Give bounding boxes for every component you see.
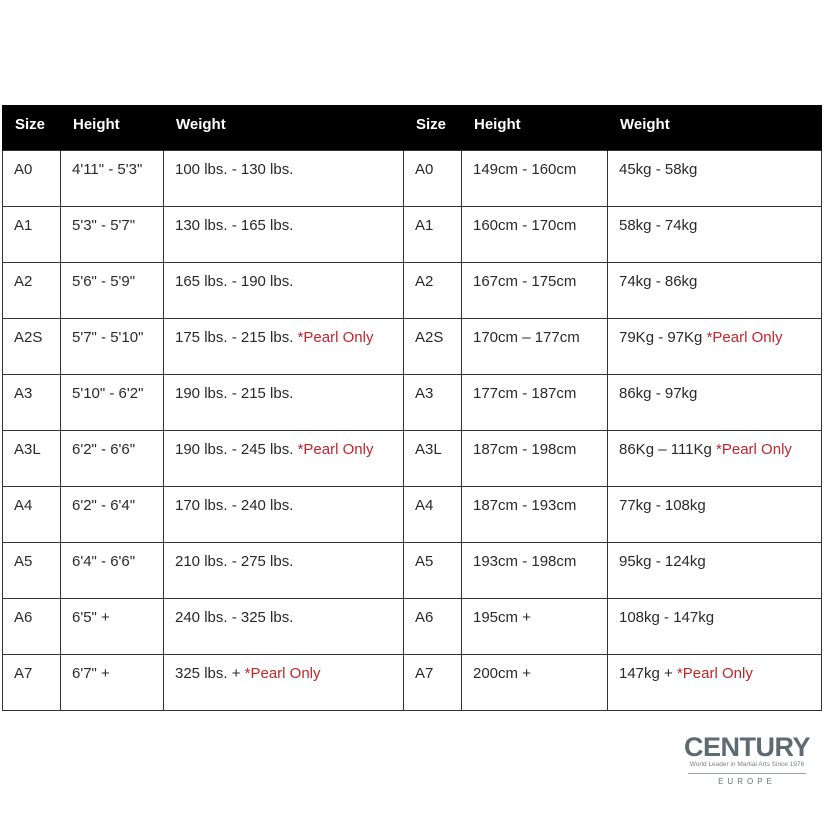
cell-size-metric — [404, 542, 462, 598]
cell-weight-metric — [608, 262, 822, 318]
cell-size-metric-value: A2 — [415, 272, 434, 290]
cell-weight-metric — [608, 598, 822, 654]
cell-weight-metric — [608, 486, 822, 542]
cell-size-value: A0 — [14, 160, 33, 178]
cell-size-metric-value: A5 — [415, 552, 434, 570]
cell-height-imperial-value: 4'11" - 5'3" — [72, 160, 143, 178]
table-row — [3, 150, 822, 206]
cell-weight-metric-value: 108kg - 147kg — [619, 608, 715, 626]
cell-weight-metric — [608, 318, 822, 374]
cell-height-imperial-value: 5'7" - 5'10" — [72, 328, 144, 346]
cell-size-metric — [404, 486, 462, 542]
cell-height-metric — [462, 598, 608, 654]
cell-height-imperial — [61, 318, 164, 374]
logo-divider — [688, 773, 806, 774]
cell-weight-imperial-value: 210 lbs. - 275 lbs. — [175, 552, 294, 570]
pearl-only-note: *Pearl Only — [706, 328, 783, 346]
cell-size-metric — [404, 318, 462, 374]
cell-height-metric-value: 187cm - 193cm — [473, 496, 577, 514]
cell-weight-imperial — [164, 654, 404, 710]
table-row — [3, 486, 822, 542]
cell-size-metric — [404, 262, 462, 318]
cell-size — [3, 486, 61, 542]
table-row — [3, 542, 822, 598]
cell-height-metric-value: 149cm - 160cm — [473, 160, 577, 178]
cell-size — [3, 318, 61, 374]
header-height-metric: Height — [462, 105, 608, 150]
cell-size — [3, 374, 61, 430]
cell-weight-imperial-value: 190 lbs. - 245 lbs. — [175, 440, 294, 458]
cell-weight-metric — [608, 150, 822, 206]
cell-weight-imperial — [164, 430, 404, 486]
cell-weight-metric-value: 86kg - 97kg — [619, 384, 698, 402]
header-row — [3, 105, 822, 150]
table-row — [3, 262, 822, 318]
cell-height-imperial-value: 5'3" - 5'7" — [72, 216, 136, 234]
logo-name: CENTURY — [683, 732, 810, 762]
cell-weight-metric-value: 58kg - 74kg — [619, 216, 698, 234]
header-weight: Weight — [164, 105, 404, 150]
cell-height-metric — [462, 374, 608, 430]
cell-height-metric — [462, 430, 608, 486]
pearl-only-note: *Pearl Only — [716, 440, 792, 458]
cell-weight-metric-value: 95kg - 124kg — [619, 552, 706, 570]
cell-weight-metric — [608, 542, 822, 598]
cell-height-imperial — [61, 206, 164, 262]
cell-size-metric — [404, 150, 462, 206]
cell-height-metric-value: 170cm – 177cm — [473, 328, 580, 346]
cell-size — [3, 598, 61, 654]
cell-weight-imperial-value: 240 lbs. - 325 lbs. — [175, 608, 294, 626]
cell-weight-imperial — [164, 486, 404, 542]
cell-size — [3, 262, 61, 318]
table-row — [3, 374, 822, 430]
cell-size-value: A6 — [14, 608, 33, 626]
cell-height-imperial — [61, 486, 164, 542]
table-row — [3, 598, 822, 654]
cell-weight-imperial-value: 325 lbs. + — [175, 664, 241, 682]
cell-weight-metric — [608, 430, 822, 486]
cell-size-value: A3L — [14, 440, 41, 458]
cell-size-metric-value: A7 — [415, 664, 434, 682]
header-height: Height — [61, 105, 164, 150]
cell-height-metric — [462, 654, 608, 710]
table-row — [3, 430, 822, 486]
cell-size-value: A1 — [14, 216, 33, 234]
cell-height-imperial — [61, 598, 164, 654]
century-logo — [680, 733, 814, 787]
cell-height-imperial-value: 6'2" - 6'6" — [72, 440, 136, 458]
cell-size-metric-value: A2S — [415, 328, 444, 346]
cell-weight-metric-value: 86Kg – 111Kg — [619, 440, 712, 458]
cell-size-metric-value: A6 — [415, 608, 434, 626]
pearl-only-note: *Pearl Only — [244, 664, 321, 682]
cell-height-metric-value: 195cm + — [473, 608, 531, 626]
cell-weight-metric-value: 79Kg - 97Kg — [619, 328, 703, 346]
cell-height-imperial — [61, 262, 164, 318]
cell-height-imperial-value: 6'4" - 6'6" — [72, 552, 136, 570]
cell-height-imperial — [61, 150, 164, 206]
cell-height-metric-value: 160cm - 170cm — [473, 216, 577, 234]
cell-weight-metric-value: 45kg - 58kg — [619, 160, 698, 178]
cell-height-metric-value: 200cm + — [473, 664, 531, 682]
cell-height-metric — [462, 486, 608, 542]
cell-height-metric-value: 193cm - 198cm — [473, 552, 577, 570]
cell-height-metric — [462, 262, 608, 318]
cell-height-imperial — [61, 430, 164, 486]
cell-size-value: A5 — [14, 552, 33, 570]
cell-height-imperial-value: 6'7" + — [72, 664, 110, 682]
cell-weight-imperial — [164, 598, 404, 654]
cell-size-value: A2 — [14, 272, 33, 290]
table-row — [3, 318, 822, 374]
cell-size-metric — [404, 374, 462, 430]
cell-weight-imperial-value: 175 lbs. - 215 lbs. — [175, 328, 294, 346]
logo-tagline: World Leader in Martial Arts Since 1976 — [689, 761, 805, 768]
cell-height-metric — [462, 318, 608, 374]
cell-weight-imperial-value: 100 lbs. - 130 lbs. — [175, 160, 294, 178]
cell-height-imperial-value: 6'5" + — [72, 608, 110, 626]
pearl-only-note: *Pearl Only — [297, 440, 374, 458]
cell-height-metric — [462, 542, 608, 598]
cell-weight-imperial — [164, 374, 404, 430]
cell-size-value: A7 — [14, 664, 33, 682]
cell-size-metric-value: A1 — [415, 216, 434, 234]
cell-height-imperial-value: 5'6" - 5'9" — [72, 272, 136, 290]
pearl-only-note: *Pearl Only — [676, 664, 753, 682]
cell-weight-imperial-value: 130 lbs. - 165 lbs. — [175, 216, 294, 234]
header-size: Size — [3, 105, 61, 150]
cell-weight-metric-value: 147kg + — [619, 664, 673, 682]
cell-height-metric — [462, 206, 608, 262]
cell-size-value: A3 — [14, 384, 33, 402]
cell-weight-imperial — [164, 150, 404, 206]
cell-size-metric-value: A3L — [415, 440, 442, 458]
cell-size — [3, 654, 61, 710]
cell-size-value: A2S — [14, 328, 43, 346]
cell-size — [3, 430, 61, 486]
cell-height-metric — [462, 150, 608, 206]
header-size-metric: Size — [404, 105, 462, 150]
cell-weight-imperial-value: 170 lbs. - 240 lbs. — [175, 496, 294, 514]
cell-weight-imperial — [164, 262, 404, 318]
cell-size-value: A4 — [14, 496, 33, 514]
cell-weight-imperial — [164, 318, 404, 374]
cell-size — [3, 542, 61, 598]
cell-weight-imperial-value: 165 lbs. - 190 lbs. — [175, 272, 294, 290]
cell-size-metric — [404, 430, 462, 486]
cell-height-imperial-value: 6'2" - 6'4" — [72, 496, 136, 514]
cell-size — [3, 206, 61, 262]
cell-weight-metric — [608, 374, 822, 430]
cell-weight-metric-value: 77kg - 108kg — [619, 496, 706, 514]
cell-height-imperial — [61, 654, 164, 710]
cell-weight-imperial-value: 190 lbs. - 215 lbs. — [175, 384, 294, 402]
cell-size-metric-value: A0 — [415, 160, 434, 178]
logo-region: EUROPE — [718, 777, 776, 786]
cell-weight-metric — [608, 654, 822, 710]
cell-size-metric-value: A3 — [415, 384, 434, 402]
cell-height-imperial-value: 5'10" - 6'2" — [72, 384, 144, 402]
cell-size-metric — [404, 206, 462, 262]
cell-size — [3, 150, 61, 206]
cell-size-metric — [404, 654, 462, 710]
cell-weight-metric-value: 74kg - 86kg — [619, 272, 698, 290]
cell-height-metric-value: 177cm - 187cm — [473, 384, 577, 402]
cell-weight-imperial — [164, 206, 404, 262]
size-chart-table — [2, 105, 822, 711]
pearl-only-note: *Pearl Only — [297, 328, 374, 346]
cell-weight-metric — [608, 206, 822, 262]
cell-weight-imperial — [164, 542, 404, 598]
table-row — [3, 206, 822, 262]
table-row — [3, 654, 822, 710]
cell-size-metric — [404, 598, 462, 654]
cell-size-metric-value: A4 — [415, 496, 434, 514]
cell-height-metric-value: 187cm - 198cm — [473, 440, 577, 458]
cell-height-imperial — [61, 374, 164, 430]
cell-height-imperial — [61, 542, 164, 598]
header-weight-metric: Weight — [608, 105, 822, 150]
cell-height-metric-value: 167cm - 175cm — [473, 272, 577, 290]
